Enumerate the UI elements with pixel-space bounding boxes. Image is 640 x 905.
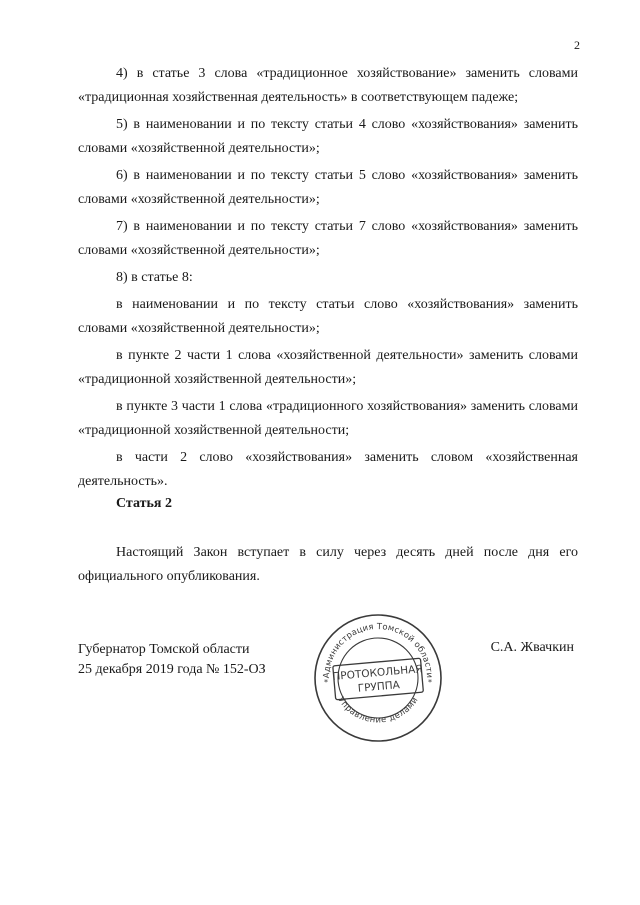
amendment-paragraph: 5) в наименовании и по тексту статьи 4 слово «хозяйствования» заменить словами «хозяйственной деятельности»; (78, 117, 578, 156)
svg-text:*: * (324, 678, 328, 687)
amendment-paragraph: 8) в статье 8: (116, 270, 193, 285)
amendments-list (78, 62, 578, 497)
article-heading: Статья 2 (116, 496, 172, 511)
amendment-paragraph: в наименовании и по тексту статьи слово «хозяйствования» заменить словами «хозяйственной деятельности»; (78, 297, 578, 336)
amendment-paragraph: в пункте 2 части 1 слова «хозяйственной деятельности» заменить словами «традиционной хозяйственной деятельности»; (78, 348, 578, 387)
signatory-name: С.А. Жвачкин (490, 640, 574, 655)
amendment-paragraph: в части 2 слово «хозяйствования» заменить словом «хозяйственная деятельность». (78, 450, 578, 489)
seal-center-line-2: ГРУППА (357, 679, 401, 695)
seal-top-text: Администрация Томской области (320, 620, 436, 679)
svg-text:*: * (428, 678, 432, 687)
signature-block (78, 640, 266, 680)
article-text: Настоящий Закон вступает в силу через десять дней после дня его официального опубликования. (78, 545, 578, 584)
official-seal-stamp (312, 612, 444, 744)
seal-bottom-text: Управление делами (336, 694, 420, 725)
amendment-paragraph: в пункте 3 части 1 слова «традиционного хозяйствования» заменить словами «традиционной хозяйственной деятельности; (78, 399, 578, 438)
law-date-number: 25 декабря 2019 года № 152-ОЗ (78, 662, 266, 677)
amendment-paragraph: 6) в наименовании и по тексту статьи 5 слово «хозяйствования» заменить словами «хозяйственной деятельности»; (78, 168, 578, 207)
signatory-position: Губернатор Томской области (78, 642, 250, 657)
seal-center-line-1: ПРОТОКОЛЬНАЯ (332, 663, 424, 683)
page-number: 2 (574, 38, 580, 52)
amendment-paragraph: 7) в наименовании и по тексту статьи 7 слово «хозяйствования» заменить словами «хозяйственной деятельности»; (78, 219, 578, 258)
amendment-paragraph: 4) в статье 3 слова «традиционное хозяйствование» заменить словами «традиционная хозяйственная деятельность» в соответствующем падеже; (78, 66, 578, 105)
